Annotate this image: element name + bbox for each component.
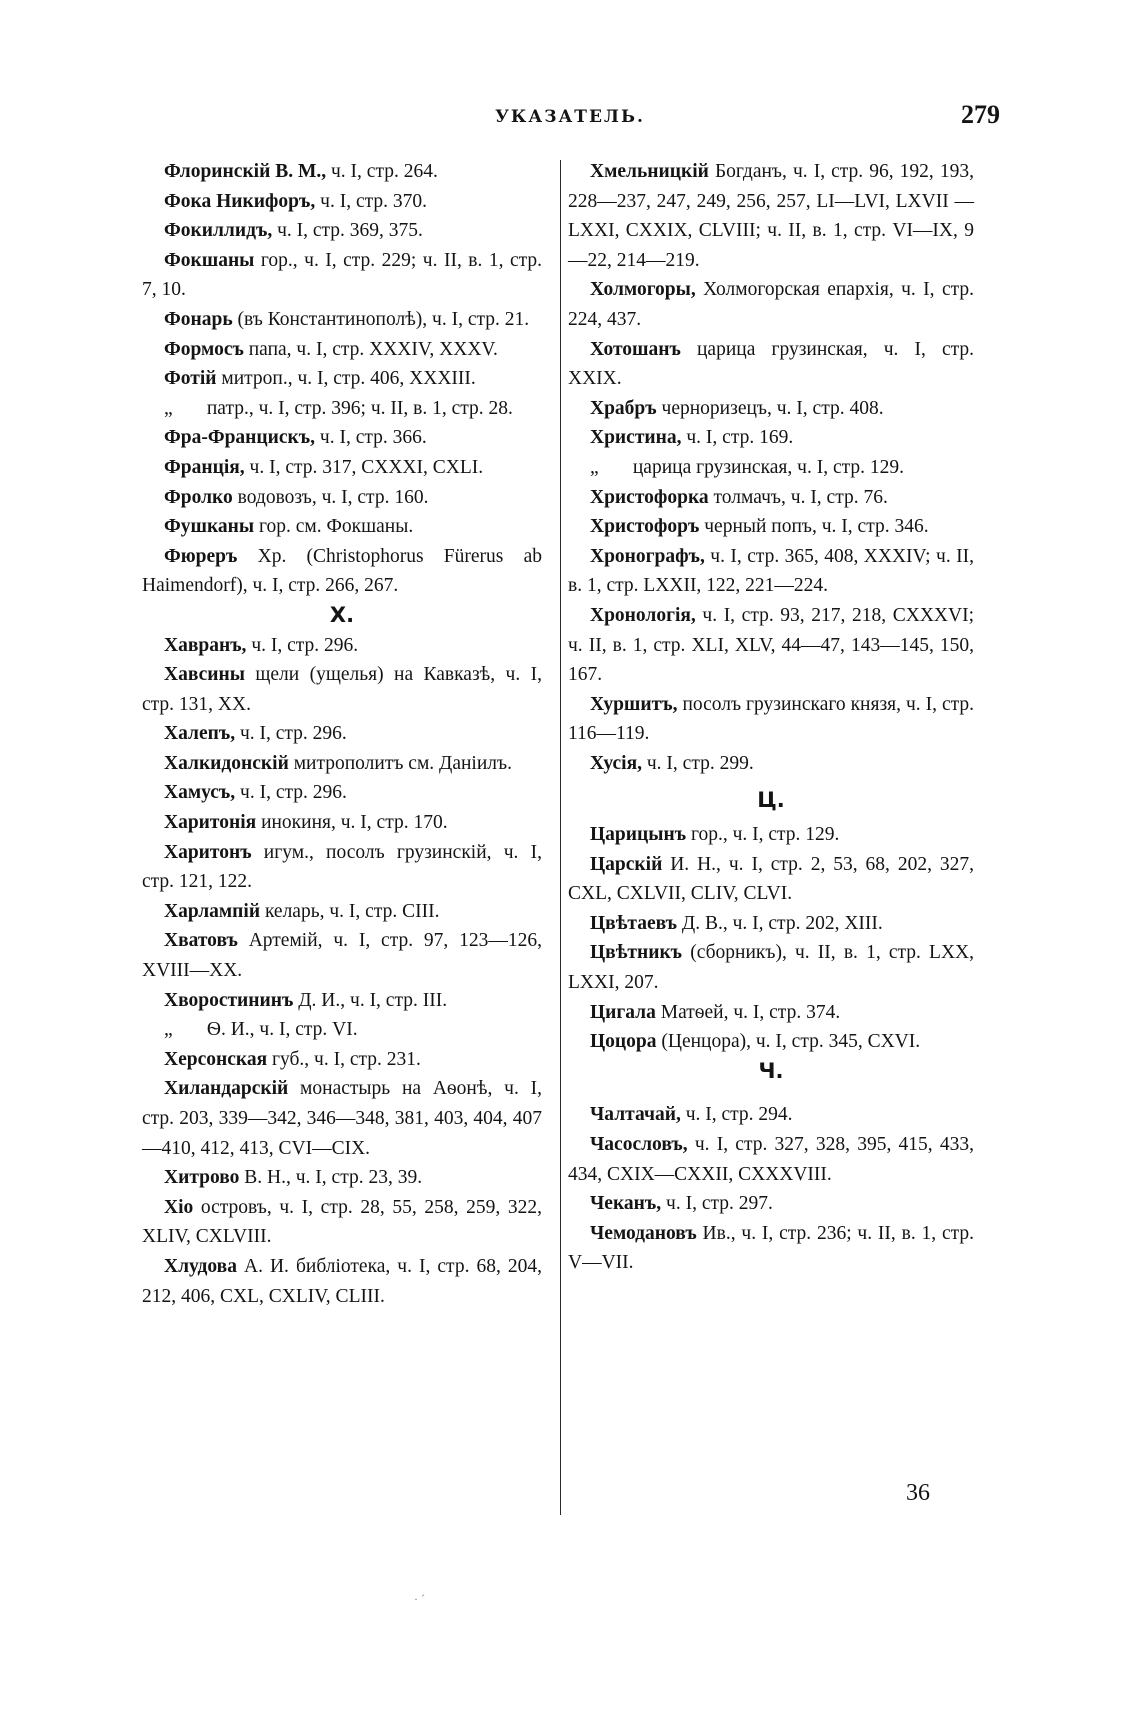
index-entry: Фотій митроп., ч. I, стр. 406, XXXIII. — [164, 368, 476, 390]
index-entry: Фюреръ Хр. (Christophorus Fürerus ab Haimendorf), ч. I, стр. 266, 267. — [142, 545, 542, 597]
index-entry: Часословъ, ч. I, стр. 327, 328, 395, 415, 433, 434, CXIX—CXXII, CXXXVIII. — [568, 1134, 974, 1185]
print-speck: · ˊ — [414, 1592, 425, 1606]
index-entry: Хлудова А. И. библіотека, ч. I, стр. 68, 204, 212, 406, CXL, CXLIV, CLIII. — [142, 1255, 542, 1307]
section-letter-ch: Ч. — [758, 1058, 784, 1083]
index-entry: Фонарь (въ Константинополѣ), ч. I, стр. 21. — [164, 308, 530, 330]
index-entry: Фра-Францискъ, ч. I, стр. 366. — [164, 427, 427, 449]
index-entry: Фока Никифоръ, ч. I, стр. 370. — [164, 190, 427, 212]
index-entry: Хуршитъ, посолъ грузинскаго князя, ч. I, стр. 116—119. — [568, 693, 974, 745]
index-entry: Чемодановъ Ив., ч. I, стр. 236; ч. II, в. 1, стр. V—VII. — [568, 1222, 974, 1274]
index-entry: Хавранъ, ч. I, стр. 296. — [164, 634, 359, 656]
index-entry: Храбръ черноризецъ, ч. I, стр. 408. — [590, 397, 884, 419]
index-entry: Халепъ, ч. I, стр. 296. — [164, 723, 347, 745]
index-entry: Хіо островъ, ч. I, стр. 28, 55, 258, 259, 322, XLIV, CXLVIII. — [142, 1196, 542, 1248]
index-entry: Цвѣтаевъ Д. В., ч. I, стр. 202, XIII. — [590, 912, 883, 934]
index-entry: Фокшаны гор., ч. I, стр. 229; ч. II, в. 1, стр. 7, 10. — [142, 249, 542, 301]
index-entry: Холмогоры, Холмогорская епархія, ч. I, стр. 224, 437. — [568, 279, 974, 330]
index-entry: Цвѣтникъ (сборникъ), ч. II, в. 1, стр. LXX, LXXI, 207. — [568, 942, 974, 994]
index-entry: Хитрово В. Н., ч. I, стр. 23, 39. — [164, 1167, 423, 1189]
section-letter-kh: X. — [329, 602, 355, 627]
index-entry: Флоринскій В. М., ч. I, стр. 264. — [164, 161, 438, 182]
right-column — [568, 157, 974, 1278]
index-entry: Хамусъ, ч. I, стр. 296. — [164, 782, 347, 804]
index-entry: Формосъ папа, ч. I, стр. XXXIV, XXXV. — [164, 338, 498, 360]
section-letter-ts: Ц. — [757, 788, 785, 813]
index-entry: Хронографъ, ч. I, стр. 365, 408, XXXIV; ч. II, в. 1, стр. LXXII, 122, 221—224. — [568, 545, 974, 597]
index-entry: Хронологія, ч. I, стр. 93, 217, 218, CXXXVI; ч. II, в. 1, стр. XLI, XLV, 44—47, 143—145, 150, 167. — [568, 604, 974, 686]
index-entry: Царицынъ гор., ч. I, стр. 129. — [590, 824, 840, 846]
index-subentry: „ царица грузинская, ч. I, стр. 129. — [590, 456, 904, 478]
index-entry: Христофоръ черный попъ, ч. I, стр. 346. — [590, 516, 929, 538]
index-entry: Фушканы гор. см. Фокшаны. — [164, 516, 414, 538]
index-entry: Хиландарскій монастырь на Аѳонѣ, ч. I, стр. 203, 339—342, 346—348, 381, 403, 404, 407—410, 412, 413, CVI—CIX. — [142, 1078, 542, 1159]
index-entry: Фокиллидъ, ч. I, стр. 369, 375. — [164, 220, 423, 242]
index-entry: Халкидонскій митрополитъ см. Даніилъ. — [164, 752, 512, 774]
index-entry: Хусія, ч. I, стр. 299. — [590, 752, 754, 774]
column-divider — [560, 160, 561, 1515]
index-entry: Хватовъ Артемій, ч. I, стр. 97, 123—126, XVIII—XX. — [142, 930, 542, 982]
index-entry: Харитонія инокиня, ч. I, стр. 170. — [164, 812, 448, 834]
index-entry: Хотошанъ царица грузинская, ч. I, стр. XXIX. — [568, 338, 974, 390]
index-entry: Хворостининъ Д. И., ч. I, стр. III. — [164, 989, 448, 1011]
signature-mark: 36 — [906, 1480, 930, 1506]
index-entry: Цоцора (Ценцора), ч. I, стр. 345, CXVI. — [590, 1031, 921, 1053]
running-header: УКАЗАТЕЛЬ. — [495, 107, 645, 127]
index-entry: Цигала Матѳей, ч. I, стр. 374. — [590, 1001, 841, 1023]
index-entry: Христофорка толмачъ, ч. I, стр. 76. — [590, 486, 888, 508]
index-entry: Хмельницкій Богданъ, ч. I, стр. 96, 192, 193, 228—237, 247, 249, 256, 257, LI—LVI, LXVII — LXXI, CXXIX, CLVIII; ч. II, в. 1, стр. VI—IX, 9—22, 214—219. — [568, 161, 974, 271]
index-subentry: „ Ѳ. И., ч. I, стр. VI. — [164, 1019, 358, 1041]
index-entry: Херсонская губ., ч. I, стр. 231. — [164, 1048, 421, 1070]
left-column — [142, 157, 542, 1311]
index-entry: Фролко водовозъ, ч. I, стр. 160. — [164, 486, 429, 508]
index-subentry: „ патр., ч. I, стр. 396; ч. II, в. 1, стр. 28. — [164, 397, 513, 419]
index-entry: Харитонъ игум., посолъ грузинскій, ч. I, стр. 121, 122. — [142, 841, 542, 893]
index-entry: Чеканъ, ч. I, стр. 297. — [590, 1193, 773, 1215]
page-number: 279 — [961, 100, 1000, 129]
index-entry: Христина, ч. I, стр. 169. — [590, 427, 794, 449]
index-entry: Хавсины щели (ущелья) на Кавказѣ, ч. I, стр. 131, XX. — [142, 664, 542, 715]
index-entry: Чалтачай, ч. I, стр. 294. — [590, 1104, 793, 1126]
index-entry: Царскій И. Н., ч. I, стр. 2, 53, 68, 202, 327, CXL, CXLVII, CLIV, CLVI. — [568, 853, 974, 905]
index-entry: Харлампій келарь, ч. I, стр. CIII. — [164, 900, 440, 922]
index-entry: Франція, ч. I, стр. 317, CXXXI, CXLI. — [164, 456, 484, 478]
